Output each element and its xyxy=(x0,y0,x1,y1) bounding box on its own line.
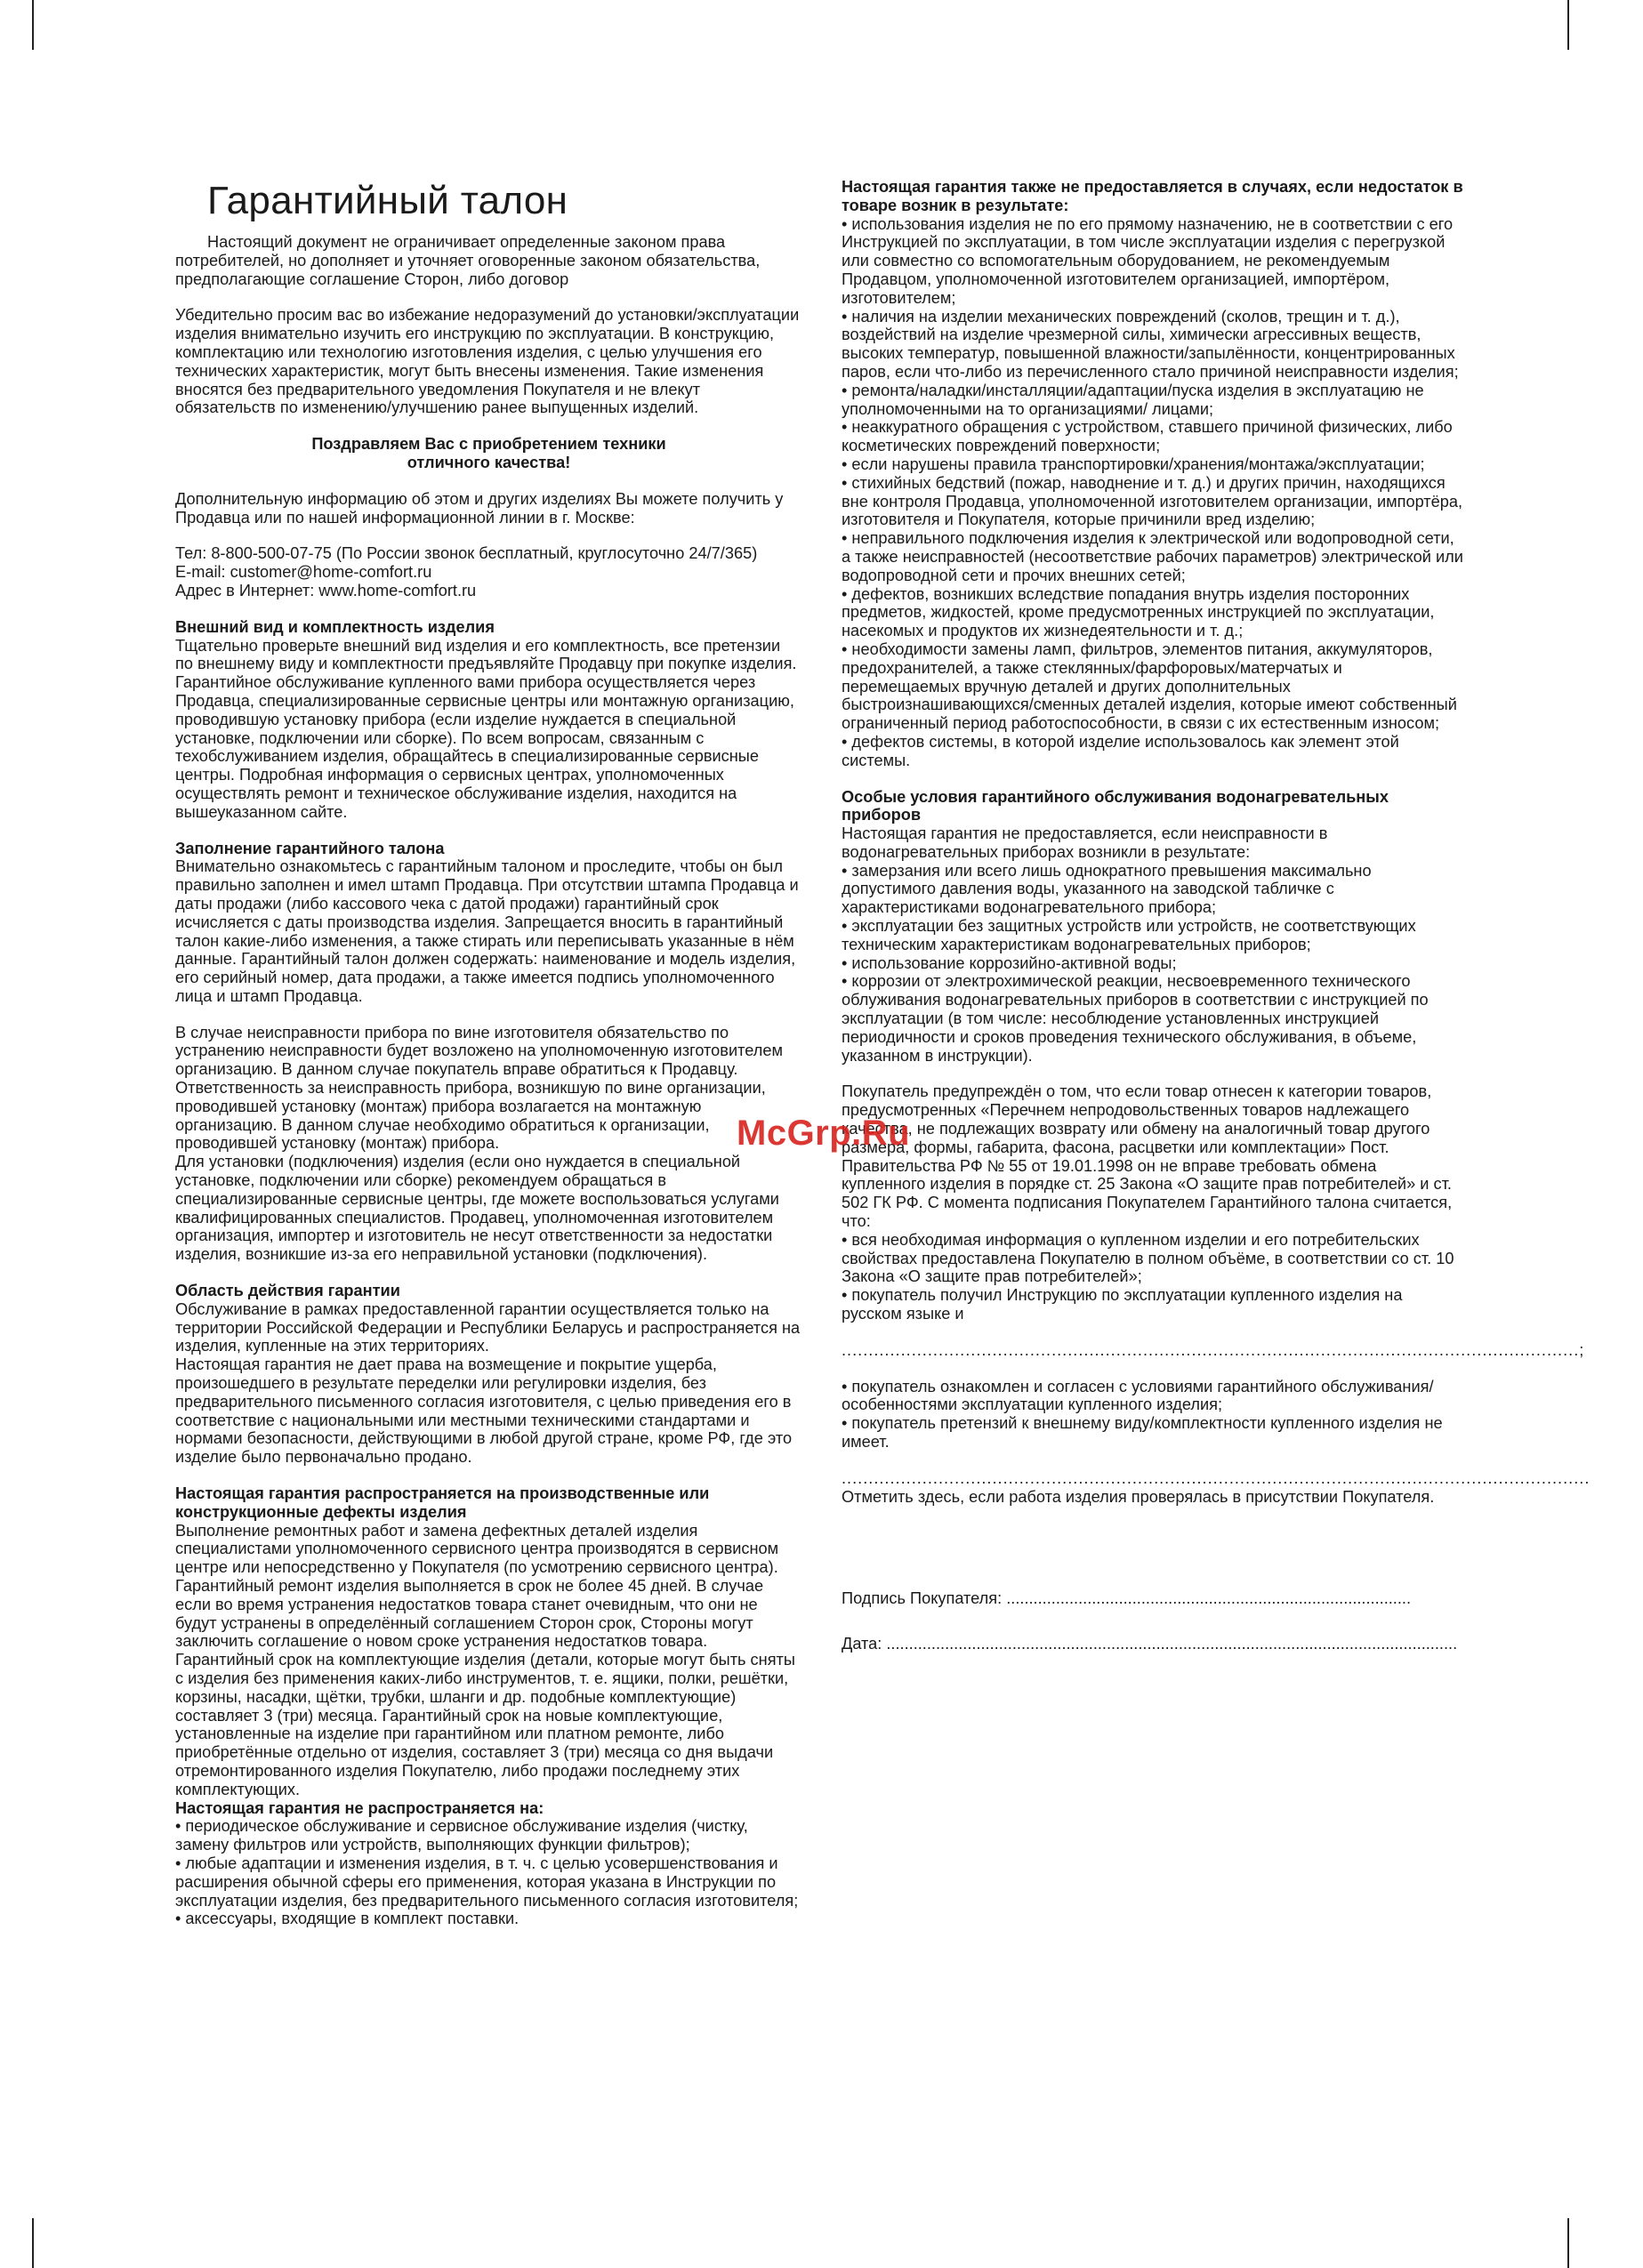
section-heading-exclusions: Настоящая гарантия также не предоставляется в случаях, если недостаток в товаре возник в результате: xyxy=(842,178,1463,214)
list-item: • замерзания или всего лишь однократного превышения максимально допустимого давления воды, указанного на заводской табличке с характеристиками водонагревательного прибора; xyxy=(842,861,1372,917)
section-scope-text: Обслуживание в рамках предоставленной гарантии осуществляется только на территории Российской Федерации и Республики Беларусь и распространяется на изделия, купленные на этих территориях. xyxy=(175,1299,801,1355)
section-heading-appearance: Внешний вид и комплектность изделия xyxy=(175,617,495,636)
date-field[interactable]: Дата: ............................................................................................................................... xyxy=(842,1635,1458,1653)
check-note-text: Отметить здесь, если работа изделия проверялась в присутствии Покупателя. xyxy=(842,1487,1435,1506)
list-item: • покупатель ознакомлен и согласен с условиями гарантийного обслуживания/особенностями эксплуатации купленного изделия; xyxy=(842,1377,1434,1414)
congratulations-text: Поздравляем Вас с приобретением техники отличного качества! xyxy=(311,435,666,471)
intro-paragraph: Настоящий документ не ограничивает определенные законом права потребителей, но дополняет и уточняет оговоренные законом обязательства, предполагающие соглашение Сторон, либо договор xyxy=(175,233,761,288)
list-item: • использования изделия не по его прямому назначению, не в соответствии с его Инструкцией по эксплуатации, в том числе эксплуатации изделия с перегрузкой или совместно со вспомогательным оборудованием, не рекомендуемым Продавцом, уполномоченной изготовителем организацией, импортёром, изготовителем; xyxy=(842,214,1454,307)
website-text: Адрес в Интернет: www.home-comfort.ru xyxy=(175,581,477,599)
list-item: • дефектов системы, в которой изделие использовалось как элемент этой системы. xyxy=(842,732,1399,769)
watermark-logo: McGrp.Ru xyxy=(737,1114,911,1153)
right-column xyxy=(842,178,1591,1653)
section-scope-damage-text: Настоящая гарантия не дает права на возмещение и покрытие ущерба, произошедшего в результате переделки или регулировки изделия, без предварительного письменного согласия изготовителя, с целью приведения его в соответствие с национальными или местными техническими стандартами и нормами безопасности, действующими в любой другой стране, кроме РФ, где это изделие было первоначально продано. xyxy=(175,1355,793,1467)
manufacturer-fault-text: В случае неисправности прибора по вине изготовителя обязательство по устранению неисправности будет возложено на уполномоченную изготовителем организацию. В данном случае покупатель вправе обратиться к Продавцу. xyxy=(175,1023,783,1079)
list-item: • неаккуратного обращения с устройством, ставшего причиной физических, либо косметических повреждений поверхности; xyxy=(842,418,1453,455)
list-item: • покупатель получил Инструкцию по эксплуатации купленного изделия на русском языке и xyxy=(842,1286,1403,1323)
section-heading-water-heaters: Особые условия гарантийного обслуживания водонагревательных приборов xyxy=(842,787,1389,824)
list-item: • использование коррозийно-активной воды; xyxy=(842,953,1177,972)
section-water-heaters-text: Настоящая гарантия не предоставляется, если неисправности в водонагревательных приборах возникли в результате: xyxy=(842,824,1328,861)
fill-in-line[interactable]: .........................................................................................................................................; xyxy=(842,1340,1585,1359)
check-mark-line[interactable]: ........................................................................................................................................... xyxy=(842,1468,1591,1487)
crop-mark-top-left xyxy=(32,0,34,50)
section-repair-text: Выполнение ремонтных работ и замена дефектных деталей изделия специалистами уполномоченного сервисного центра производятся в сервисном центре или непосредственно у Покупателя (по усмотрению сервисного центра). Гарантийный ремонт изделия выполняется в срок не более 45 дней. В случае если во время устранения недостатков товара станет очевидным, что они не будут устранены в определённый соглашением Сторон срок, Стороны могут заключить соглашение о новом сроке устранения недостатков товара. xyxy=(175,1521,779,1651)
list-item: • любые адаптации и изменения изделия, в т. ч. с целью усовершенствования и расширения обычной сферы его применения, которая указана в Инструкции по эксплуатации изделия, без предварительного письменного согласия изготовителя; xyxy=(175,1854,799,1910)
instruction-paragraph: Убедительно просим вас во избежание недоразумений до установки/эксплуатации изделия внимательно изучить его инструкцию по эксплуатации. В конструкцию, комплектацию или технологию изготовления изделия, с целью улучшения его технических характеристик, могут быть внесены изменения. Такие изменения вносятся без предварительного уведомления Покупателя и не влекут обязательств по изменению/улучшению ранее выпущенных изделий. xyxy=(175,306,800,417)
installer-fault-text: Ответственность за неисправность прибора, возникшую по вине организации, проводившей установку (монтаж) прибора возлагается на монтажную организацию. В данном случае необходимо обратиться к организации, проводившей установку (монтаж) прибора. xyxy=(175,1079,766,1153)
list-item: • покупатель претензий к внешнему виду/комплектности купленного изделия не имеет. xyxy=(842,1414,1443,1451)
page-title: Гарантийный талон xyxy=(207,179,568,222)
list-item: • эксплуатации без защитных устройств или устройств, не соответствующих техническим характеристикам водонагревательных приборов; xyxy=(842,917,1416,953)
section-heading-defects: Настоящая гарантия распространяется на производственные или конструкционные дефекты изделия xyxy=(175,1484,710,1521)
info-paragraph: Дополнительную информацию об этом и других изделиях Вы можете получить у Продавца или по нашей информационной линии в г. Москве: xyxy=(175,489,784,527)
list-item: • ремонта/наладки/инсталляции/адаптации/пуска изделия в эксплуатацию не уполномоченными на то организациями/ лицами; xyxy=(842,381,1424,418)
list-item: • периодическое обслуживание и сервисное обслуживание изделия (чистку, замену фильтров или устройств, выполняющих функции фильтров); xyxy=(175,1817,748,1854)
installation-advice-text: Для установки (подключения) изделия (если оно нуждается в специальной установке, подключении или сборке) рекомендуем обращаться в специализированные сервисные центры, где можете воспользоваться услугами квалифицированных специалистов. Продавец, уполномоченная изготовителем организация, импортер и изготовитель не несут ответственности за недостатки изделия, возникшие из-за его неправильной установки (подключения). xyxy=(175,1153,779,1264)
list-item: • неправильного подключения изделия к электрической или водопроводной сети, а также неисправностей (несоответствие рабочих параметров) электрической или водопроводной сети и прочих внешних сетей; xyxy=(842,529,1463,584)
list-item: • наличия на изделии механических повреждений (сколов, трещин и т. д.), воздействий на изделие чрезмерной силы, химически агрессивных веществ, высоких температур, повышенной влажности/запылённости, концентрированных паров, если что-либо из перечисленного стало причиной неисправности изделия; xyxy=(842,307,1459,381)
left-column xyxy=(175,178,802,1928)
section-heading-not-covered: Настоящая гарантия не распространяется на: xyxy=(175,1798,544,1817)
list-item: • необходимости замены ламп, фильтров, элементов питания, аккумуляторов, предохранителей, а также стеклянных/фарфоровых/матерчатых и перемещаемых вручную деталей и других дополнительных быстроизнашивающихся/сменных деталей изделия, которые имеют собственный ограниченный период работоспособности, в связи с их естественным износом; xyxy=(842,639,1457,733)
section-components-text: Гарантийный срок на комплектующие изделия (детали, которые могут быть сняты с изделия без применения каких-либо инструментов, т. е. ящики, полки, решётки, корзины, насадки, щётки, трубки, шланги и др. подобные комплектующие) составляет 3 (три) месяца. Гарантийный срок на новые комплектующие, установленные на изделие при гарантийном или платном ремонте, либо приобретённые отдельно от изделия, составляет 3 (три) месяца со дня выдачи отремонтированного изделия Покупателю, либо продажи последнему этих комплектующих. xyxy=(175,1651,795,1798)
section-heading-filling: Заполнение гарантийного талона xyxy=(175,839,445,857)
phone-text: Тел: 8-800-500-07-75 (По России звонок бесплатный, круглосуточно 24/7/365) xyxy=(175,544,758,563)
crop-mark-bottom-left xyxy=(32,2218,34,2268)
buyer-warning-text: Покупатель предупреждён о том, что если товар отнесен к категории товаров, предусмотренных «Перечнем непродовольственных товаров надлежащего качества, не подлежащих возврату или обмену на аналогичный товар другого размера, формы, габарита, фасона, расцветки или комплектации» Пост. Правительства РФ № 55 от 19.01.1998 он не вправе требовать обмена купленного изделия в порядке ст. 25 Закона «О защите прав потребителей» и ст. 502 ГК РФ. С момента подписания Покупателем Гарантийного талона считается, что: xyxy=(842,1082,1453,1231)
section-appearance-text: Тщательно проверьте внешний вид изделия и его комплектность, все претензии по внешнему виду и комплектности предъявляйте Продавцу при покупке изделия. Гарантийное обслуживание купленного вами прибора осуществляется через Продавца, специализированные сервисные центры или монтажную организацию, проводившую установку прибора (если изделие нуждается в специальной установке, подключении или сборке). По всем вопросам, связанным с техобслуживанием изделия, обращайтесь в специализированные сервисные центры. Подробная информация о сервисных центрах, уполномоченных осуществлять ремонт и техническое обслуживание изделия, находится на вышеуказанном сайте. xyxy=(175,636,797,821)
list-item: • если нарушены правила транспортировки/хранения/монтажа/эксплуатации; xyxy=(842,454,1425,473)
section-filling-text: Внимательно ознакомьтесь с гарантийным талоном и проследите, чтобы он был правильно заполнен и имел штамп Продавца. При отсутствии штампа Продавца и даты продажи (либо кассового чека с датой продажи) гарантийный срок исчисляется с даты производства изделия. Запрещается вносить в гарантийный талон какие-либо изменения, а также стирать или переписывать указанные в нём данные. Гарантийный талон должен содержать: наименование и модель изделия, его серийный номер, дата продажи, а также имеется подпись уполномоченного лица и штамп Продавца. xyxy=(175,857,799,1005)
list-item: • вся необходимая информация о купленном изделии и его потребительских свойствах предоставлена Покупателю в полном объёме, в соответствии со ст. 10 Закона «О защите прав потребителей»; xyxy=(842,1230,1454,1286)
crop-mark-bottom-right xyxy=(1567,2218,1569,2268)
list-item: • дефектов, возникших вследствие попадания внутрь изделия посторонних предметов, жидкостей, кроме предусмотренных инструкцией по эксплуатации, насекомых и продуктов их жизнедеятельности и т. д.; xyxy=(842,584,1435,640)
list-item: • аксессуары, входящие в комплект поставки. xyxy=(175,1910,519,1928)
section-heading-scope: Область действия гарантии xyxy=(175,1282,400,1300)
list-item: • коррозии от электрохимической реакции, несвоевременного технического облуживания водонагревательных приборов в соответствии с инструкцией по эксплуатации (в том числе: несоблюдение установленных инструкцией периодичности и сроков проведения технического обслуживания, в объеме, указанном в инструкции). xyxy=(842,972,1429,1065)
buyer-signature-field[interactable]: Подпись Покупателя: .......................................................................................... xyxy=(842,1589,1412,1608)
crop-mark-top-right xyxy=(1567,0,1569,50)
email-text: E-mail: customer@home-comfort.ru xyxy=(175,563,432,582)
list-item: • стихийных бедствий (пожар, наводнение и т. д.) и других причин, находящихся вне контроля Продавца, уполномоченной изготовителем организации, импортёра, изготовителя и Покупателя, которые причинили вред изделию; xyxy=(842,473,1463,529)
